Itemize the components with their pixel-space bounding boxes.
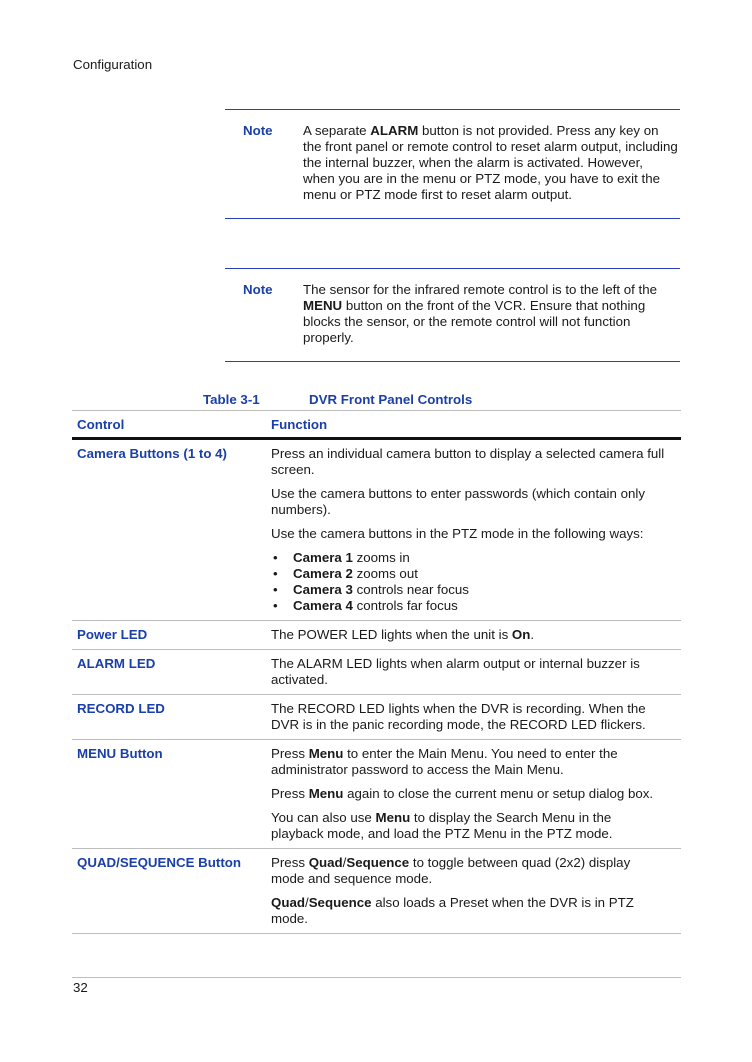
column-header-function: Function	[271, 417, 328, 432]
table-row-camera-buttons	[72, 440, 681, 621]
control-name: Power LED	[77, 627, 148, 642]
list-item: • Camera 4 controls far focus	[273, 598, 458, 613]
function-paragraph: You can also use Menu to display the Search Menu in the playback mode, and load the PTZ Menu in the PTZ mode.	[271, 810, 613, 841]
function-description	[271, 849, 666, 933]
control-name: QUAD/SEQUENCE Button	[77, 855, 241, 870]
note-label: Note	[243, 282, 273, 297]
list-item: • Camera 1 zooms in	[273, 550, 410, 565]
note-label: Note	[243, 123, 273, 138]
front-panel-controls-table	[72, 410, 681, 934]
list-item: • Camera 3 controls near focus	[273, 582, 469, 597]
function-paragraph: Press an individual camera button to display a selected camera full screen.	[271, 446, 665, 477]
table-header-row	[72, 410, 681, 440]
note-box-remote-sensor	[225, 268, 680, 362]
function-description: The ALARM LED lights when alarm output or internal buzzer is activated.	[271, 656, 640, 687]
note-text: A separate ALARM button is not provided. Press any key on the front panel or remote control to reset alarm output, including the internal buzzer, when the alarm is activated. However, when you are in the menu or PTZ mode, you have to exit the menu or PTZ mode first to reset alarm output.	[303, 123, 678, 202]
function-paragraph: Press Menu again to close the current menu or setup dialog box.	[271, 786, 654, 801]
table-caption-number: Table 3-1	[203, 392, 260, 407]
function-description	[271, 440, 666, 620]
control-name: MENU Button	[77, 746, 163, 761]
note-box-alarm	[225, 109, 680, 219]
list-item: • Camera 2 zooms out	[273, 566, 418, 581]
table-row-alarm-led	[72, 650, 681, 695]
table-row-record-led	[72, 695, 681, 740]
table-caption-title: DVR Front Panel Controls	[309, 392, 473, 407]
function-paragraph: Press Quad/Sequence to toggle between quad (2x2) display mode and sequence mode.	[271, 855, 631, 886]
section-header: Configuration	[73, 57, 153, 72]
control-name: Camera Buttons (1 to 4)	[77, 446, 227, 461]
function-description: The RECORD LED lights when the DVR is recording. When the DVR is in the panic recording mode, the RECORD LED flickers.	[271, 701, 646, 732]
function-paragraph: Use the camera buttons to enter passwords (which contain only numbers).	[271, 486, 645, 517]
function-paragraph: Press Menu to enter the Main Menu. You need to enter the administrator password to access the Main Menu.	[271, 746, 618, 777]
table-row-power-led	[72, 621, 681, 650]
page-number: 32	[73, 980, 88, 995]
footer-divider	[72, 977, 681, 978]
function-description	[271, 740, 666, 848]
table-row-quad-sequence-button	[72, 849, 681, 934]
function-paragraph: Use the camera buttons in the PTZ mode in the following ways:	[271, 526, 644, 541]
function-description: The POWER LED lights when the unit is On.	[271, 627, 535, 642]
control-name: ALARM LED	[77, 656, 156, 671]
ptz-camera-list	[271, 550, 666, 614]
column-header-control: Control	[77, 417, 125, 432]
table-row-menu-button	[72, 740, 681, 849]
note-text: The sensor for the infrared remote control is to the left of the MENU button on the front of the VCR. Ensure that nothing blocks the sensor, or the remote control will not function properly.	[303, 282, 658, 345]
function-paragraph: Quad/Sequence also loads a Preset when the DVR is in PTZ mode.	[271, 895, 634, 926]
control-name: RECORD LED	[77, 701, 165, 716]
